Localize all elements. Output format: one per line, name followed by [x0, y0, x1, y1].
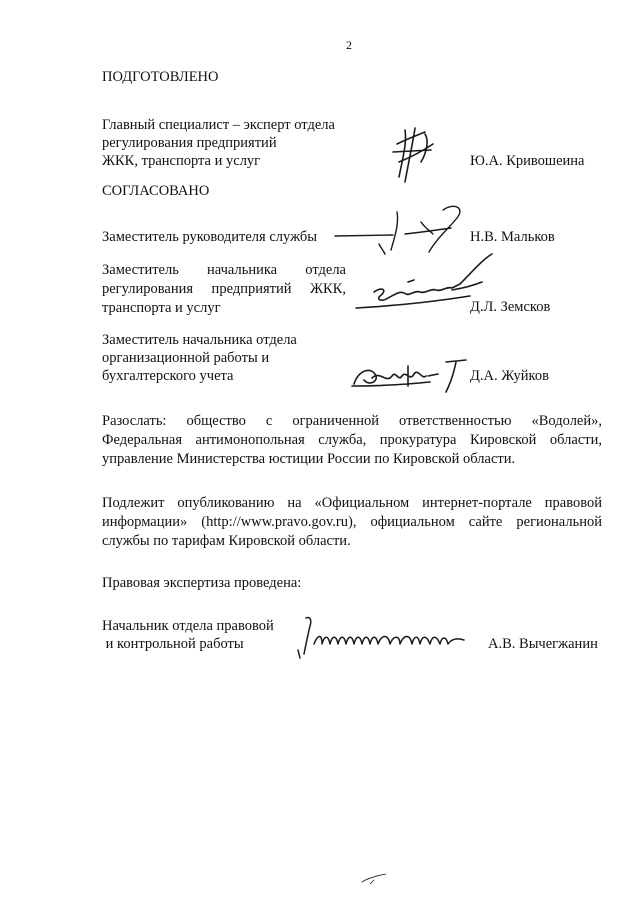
publication-line-1: Подлежит опубликованию на «Официальном интернет-портале правовой — [102, 495, 602, 511]
agreed-signer-2-name: Д.Л. Земсков — [470, 299, 551, 315]
publication-line-2: информации» (http://www.pravo.gov.ru), официальном сайте региональной — [102, 514, 602, 530]
signature-zemskov — [352, 250, 497, 320]
agreed-signer-2-position — [102, 261, 346, 318]
distribution-line-2: Федеральная антимонопольная служба, прокуратура Кировской области, — [102, 432, 602, 448]
agreed-signer-1-name: Н.В. Мальков — [470, 229, 555, 245]
distribution-line-1: Разослать: общество с ограниченной ответственностью «Водолей», — [102, 413, 602, 429]
agreed-signer-2-position-line-1: Заместитель начальника отдела — [102, 262, 346, 278]
agreed-signer-3-position-line-1: Заместитель начальника отдела — [102, 332, 297, 348]
agreed-signer-3-position-line-3: бухгалтерского учета — [102, 368, 234, 384]
legal-review-signer-name: А.В. Вычегжанин — [488, 636, 598, 652]
agreed-heading: СОГЛАСОВАНО — [102, 183, 210, 199]
prepared-position-line-2: регулирования предприятий — [102, 135, 277, 151]
agreed-signer-1-position: Заместитель руководителя службы — [102, 229, 318, 245]
agreed-signer-3-name: Д.А. Жуйков — [470, 368, 549, 384]
agreed-signer-2-position-line-3: транспорта и услуг — [102, 300, 221, 316]
legal-review-position-line-2: и контрольной работы — [102, 636, 244, 652]
agreed-signer-3-position-line-2: организационной работы и — [102, 350, 270, 366]
prepared-heading: ПОДГОТОВЛЕНО — [102, 69, 219, 85]
distribution-line-3: управление Министерства юстиции России по Кировской области. — [102, 451, 516, 467]
prepared-signer-name: Ю.А. Кривошеина — [470, 153, 585, 169]
signature-krivosheina — [385, 122, 445, 187]
prepared-position-line-1: Главный специалист – эксперт отдела — [102, 117, 335, 133]
prepared-position-line-3: ЖКК, транспорта и услуг — [102, 153, 261, 169]
faint-mark — [360, 872, 390, 886]
page-number: 2 — [346, 38, 352, 52]
signature-vychegzhanin — [296, 614, 471, 659]
agreed-signer-2-position-line-2: регулирования предприятий ЖКК, — [102, 281, 346, 297]
distribution-text — [102, 412, 602, 469]
signature-zhuykov — [350, 356, 470, 396]
legal-review-position-line-1: Начальник отдела правовой — [102, 618, 274, 634]
publication-text — [102, 494, 602, 551]
legal-review-statement: Правовая экспертиза проведена: — [102, 575, 302, 591]
publication-line-3: службы по тарифам Кировской области. — [102, 533, 351, 549]
